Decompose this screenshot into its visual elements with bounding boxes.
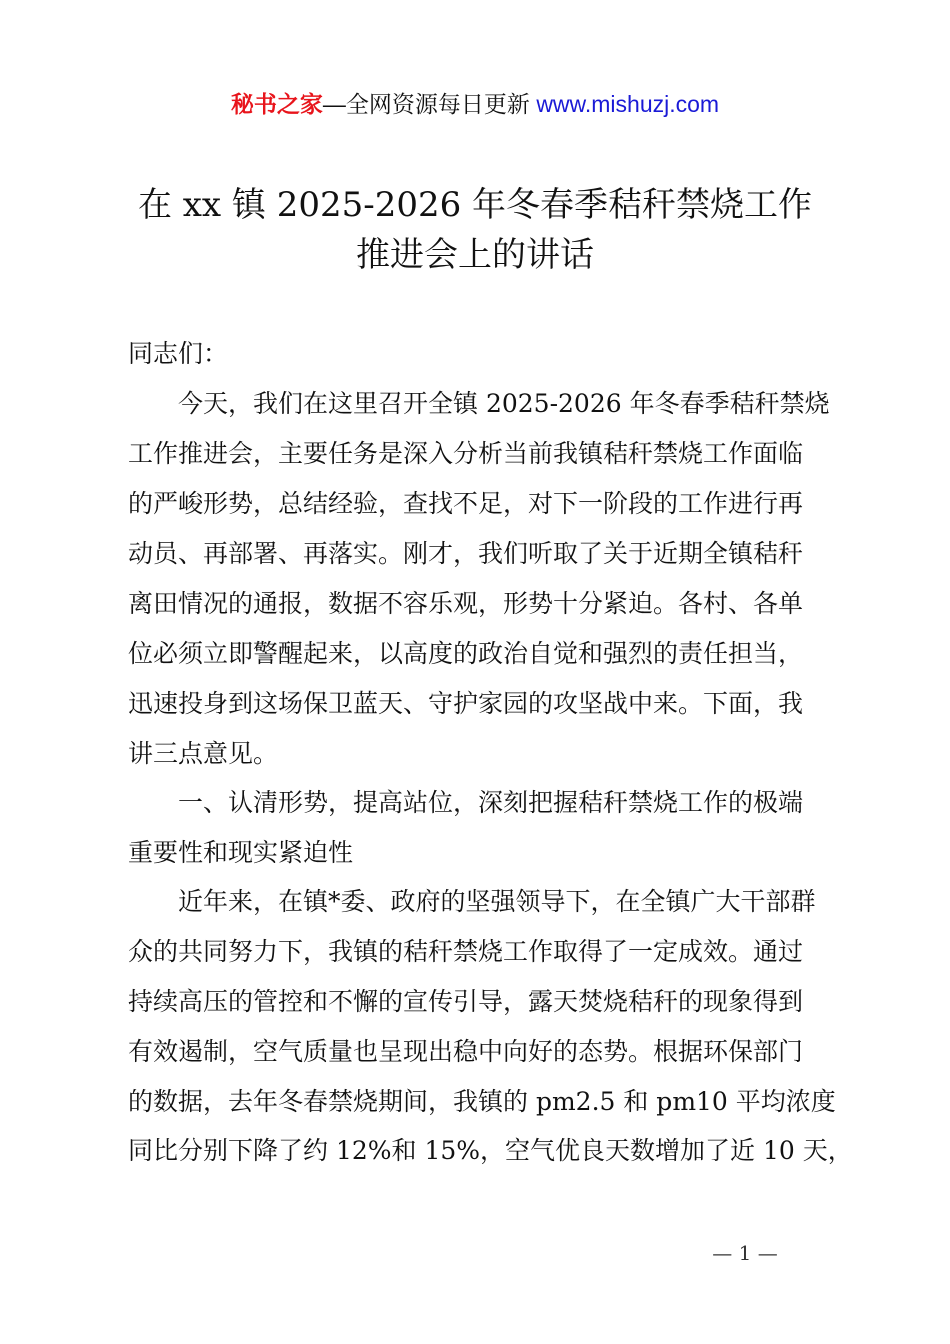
- brand-name: 秘书之家: [230, 91, 323, 117]
- paragraph-line: 持续高压的管控和不懈的宣传引导，露天焚烧秸秆的现象得到: [128, 987, 804, 1016]
- paragraph-line: 有效遏制，空气质量也呈现出稳中向好的态势。根据环保部门: [128, 1037, 804, 1066]
- paragraph-line: 的严峻形势，总结经验，查找不足，对下一阶段的工作进行再: [128, 489, 804, 518]
- paragraph-line: 同比分别下降了约 12%和 15%，空气优良天数增加了近 10 天，: [128, 1136, 853, 1165]
- paragraph-line: 近年来，在镇*委、政府的坚强领导下，在全镇广大干部群: [178, 887, 816, 916]
- page-number: — 1 —: [712, 1241, 778, 1265]
- salutation: 同志们：: [128, 339, 229, 368]
- document-title-line-2: 推进会上的讲话: [356, 235, 594, 275]
- paragraph-line: 位必须立即警醒起来，以高度的政治自觉和强烈的责任担当，: [128, 639, 804, 668]
- site-header-banner: [0, 88, 950, 120]
- paragraph-line: 众的共同努力下，我镇的秸秆禁烧工作取得了一定成效。通过: [128, 937, 804, 966]
- paragraph-line: 动员、再部署、再落实。刚才，我们听取了关于近期全镇秸秆: [128, 539, 804, 568]
- paragraph-line: 的数据，去年冬春禁烧期间，我镇的 pm2.5 和 pm10 平均浓度: [128, 1087, 836, 1116]
- paragraph-line: 迅速投身到这场保卫蓝天、守护家园的攻坚战中来。下面，我: [128, 689, 804, 718]
- paragraph-line: 工作推进会，主要任务是深入分析当前我镇秸秆禁烧工作面临: [128, 439, 804, 468]
- document-title-line-1: 在 xx 镇 2025-2026 年冬春季秸秆禁烧工作: [137, 185, 813, 225]
- section-heading-line: 重要性和现实紧迫性: [128, 838, 354, 867]
- section-heading-line: 一、认清形势，提高站位，深刻把握秸秆禁烧工作的极端: [178, 788, 804, 817]
- paragraph-line: 今天，我们在这里召开全镇 2025-2026 年冬春季秸秆禁烧: [178, 389, 830, 418]
- site-url-link[interactable]: www.mishuzj.com: [536, 91, 720, 117]
- paragraph-line: 讲三点意见。: [128, 739, 279, 768]
- paragraph-line: 离田情况的通报，数据不容乐观，形势十分紧迫。各村、各单: [128, 589, 804, 618]
- header-slogan: —全网资源每日更新: [322, 91, 537, 117]
